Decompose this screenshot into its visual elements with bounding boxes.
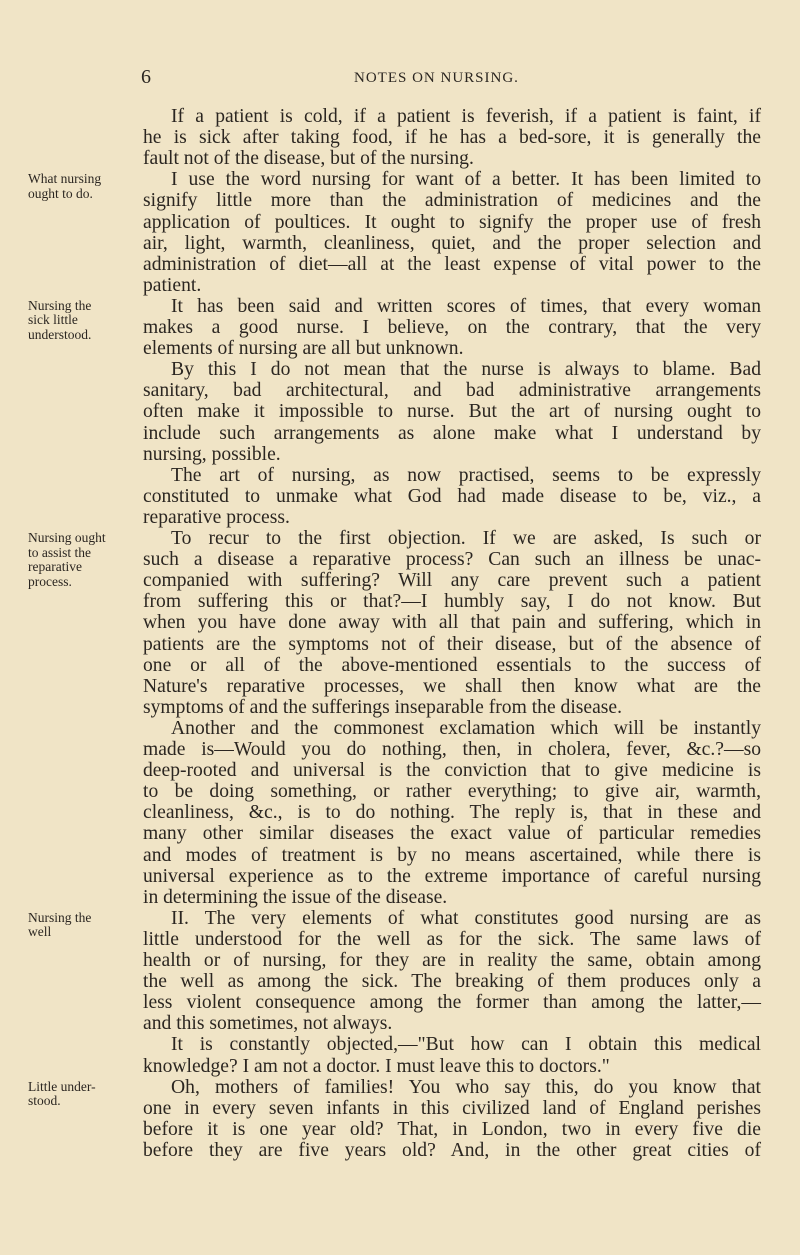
margin-note bbox=[28, 531, 140, 589]
text-line: symptoms of and the sufferings inseparable from the disease. bbox=[143, 696, 623, 718]
text-line: companied with suffering? Will any care prevent such a patient bbox=[143, 570, 761, 592]
text-line: and this sometimes, not always. bbox=[143, 1013, 393, 1035]
margin-note bbox=[28, 172, 140, 201]
text-line: makes a good nurse. I believe, on the contrary, that the very bbox=[143, 317, 761, 338]
page-number: 6 bbox=[141, 66, 151, 88]
text-line: Another and the commonest exclamation which will be instantly bbox=[171, 717, 761, 739]
text-line: The art of nursing, as now practised, seems to be expressly bbox=[171, 464, 761, 486]
text-line: before it is one year old? That, in London, two in every five die bbox=[143, 1118, 761, 1140]
text-line: when you have done away with all that pain and suffering, which in bbox=[143, 612, 761, 634]
margin-note-line: What nursing bbox=[28, 171, 102, 187]
text-line: It has been said and written scores of times, that every woman bbox=[171, 295, 761, 317]
text-line: health or of nursing, for they are in reality the same, obtain among bbox=[143, 950, 761, 971]
margin-note-line: Nursing ought bbox=[28, 530, 106, 545]
margin-note-line: reparative bbox=[28, 559, 82, 574]
text-line: to be doing something, or rather everything; to give air, warmth, bbox=[143, 781, 761, 803]
margin-note bbox=[28, 1080, 140, 1109]
margin-note bbox=[28, 299, 140, 343]
text-line: patients are the symptoms not of their disease, but of the absence of bbox=[143, 633, 761, 655]
margin-note-line: process. bbox=[28, 573, 72, 589]
text-line: constituted to unmake what God had made disease to be, viz., a bbox=[143, 485, 761, 507]
text-line: cleanliness, &c., is to do nothing. The reply is, that in these and bbox=[143, 802, 761, 824]
text-line: many other similar diseases the exact value of particular remedies bbox=[143, 823, 761, 845]
text-line: such a disease a reparative process? Can such an illness be unac- bbox=[143, 549, 761, 571]
text-line: often make it impossible to nurse. But the art of nursing ought to bbox=[143, 401, 761, 423]
text-line: less violent consequence among the former than among the latter,— bbox=[143, 992, 761, 1014]
text-line: the well as among the sick. The breaking of them produces only a bbox=[143, 971, 761, 993]
text-line: knowledge? I am not a doctor. I must leave this to doctors." bbox=[143, 1055, 610, 1077]
margin-note-line: Nursing the bbox=[28, 297, 92, 313]
text-line: application of poultices. It ought to signify the proper use of fresh bbox=[143, 211, 761, 233]
margin-note-line: Little under- bbox=[28, 1078, 96, 1094]
text-line: reparative process. bbox=[143, 506, 290, 528]
text-line: To recur to the first objection. If we are asked, Is such or bbox=[171, 528, 761, 549]
text-line: include such arrangements as alone make what I understand by bbox=[143, 422, 761, 444]
text-line: II. The very elements of what constitutes good nursing are as bbox=[171, 907, 761, 929]
margin-note bbox=[28, 911, 140, 940]
text-line: patient. bbox=[143, 274, 202, 296]
text-line: air, light, warmth, cleanliness, quiet, and the proper selection and bbox=[143, 232, 761, 254]
margin-note-line: Nursing the bbox=[28, 909, 92, 925]
text-line: made is—Would you do nothing, then, in cholera, fever, &c.?—so bbox=[143, 739, 761, 760]
text-line: I use the word nursing for want of a better. It has been limited to bbox=[171, 169, 761, 191]
text-line: little understood for the well as for the sick. The same laws of bbox=[143, 928, 761, 950]
margin-note-line: to assist the bbox=[28, 544, 91, 560]
text-line: one in every seven infants in this civilized land of England perishes bbox=[143, 1097, 761, 1119]
margin-note-line: well bbox=[28, 924, 52, 940]
text-line: Nature's reparative processes, we shall then know what are the bbox=[143, 675, 761, 697]
margin-note-line: sick little bbox=[28, 312, 78, 328]
text-line: signify little more than the administration of medicines and the bbox=[143, 190, 761, 212]
text-line: he is sick after taking food, if he has a bed-sore, it is generally the bbox=[143, 127, 761, 149]
text-line: one or all of the above-mentioned essentials to the success of bbox=[143, 654, 761, 676]
text-line: before they are five years old? And, in the other great cities of bbox=[143, 1139, 761, 1161]
text-line: If a patient is cold, if a patient is feverish, if a patient is faint, if bbox=[171, 106, 761, 127]
text-line: sanitary, bad architectural, and bad administrative arrangements bbox=[143, 380, 761, 402]
text-line: administration of diet—all at the least expense of vital power to the bbox=[143, 253, 761, 275]
margin-note-line: understood. bbox=[28, 326, 92, 342]
text-line: By this I do not mean that the nurse is always to blame. Bad bbox=[171, 359, 761, 381]
text-line: nursing, possible. bbox=[143, 443, 281, 465]
text-line: deep-rooted and universal is the conviction that to give medicine is bbox=[143, 760, 761, 782]
text-line: from suffering this or that?—I humbly say, I do not know. But bbox=[143, 591, 761, 613]
text-line: elements of nursing are all but unknown. bbox=[143, 338, 464, 360]
text-line: Oh, mothers of families! You who say this, do you know that bbox=[171, 1076, 761, 1098]
text-line: universal experience as to the extreme importance of careful nursing bbox=[143, 865, 761, 887]
text-line: in determining the issue of the disease. bbox=[143, 886, 448, 908]
text-line: It is constantly objected,—"But how can I obtain this medical bbox=[171, 1034, 761, 1056]
margin-note-line: stood. bbox=[28, 1093, 61, 1109]
running-head: NOTES ON NURSING. bbox=[354, 70, 519, 86]
text-line: fault not of the disease, but of the nursing. bbox=[143, 148, 474, 170]
margin-note-line: ought to do. bbox=[28, 185, 93, 201]
text-line: and modes of treatment is by no means ascertained, while there is bbox=[143, 844, 761, 866]
